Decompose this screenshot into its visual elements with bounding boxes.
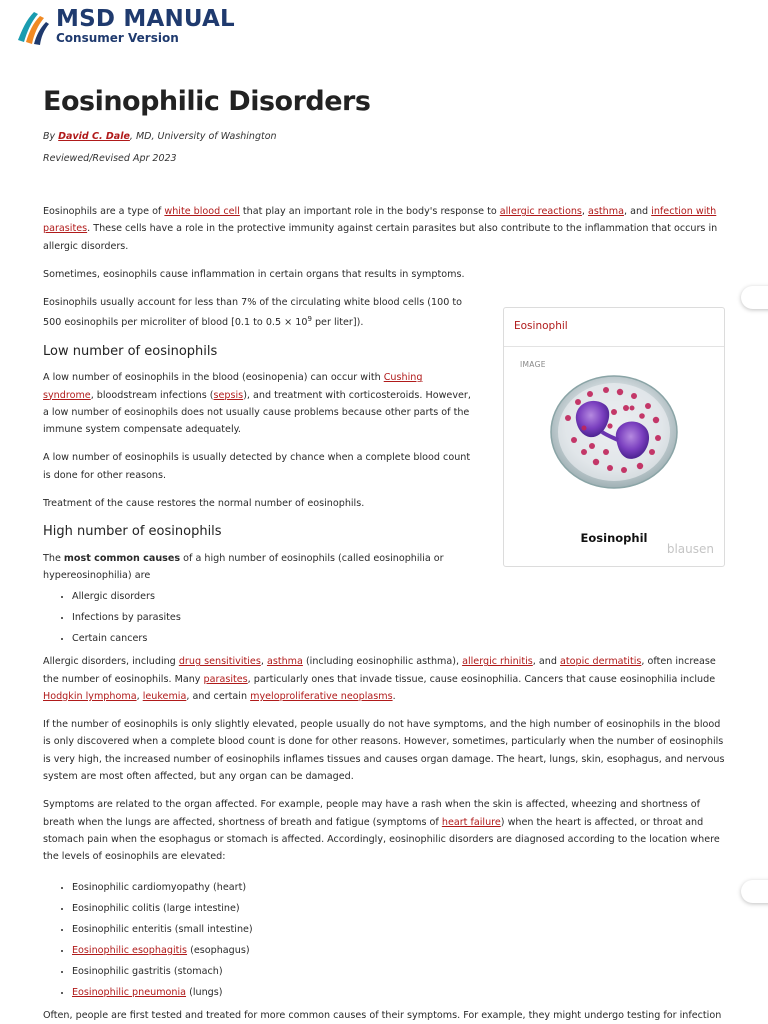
byline (43, 131, 277, 142)
link-asthma[interactable]: asthma (588, 206, 624, 217)
link-allergic-rhinitis[interactable]: allergic rhinitis (462, 656, 533, 668)
high-eosinophils-heading: High number of eosinophils (43, 524, 222, 540)
high-paragraph-5: Often, people are first tested and treated for more common causes of their symptoms. For example, they might undergo testing for infection (43, 1009, 722, 1021)
high-paragraph-4: Symptoms are related to the organ affected. For example, people may have a rash when the skin is affected, wheezing and shortness of breath when the lungs are affected, shortness of breath and fatigue (symptoms of heart failure) when the heart is affected, or throat and stomach pain when the esophagus or stomach is affected. Accordingly, eosinophilic disorders are diagnosed according to the location where the levels of eosinophils are elevated: (43, 799, 720, 863)
byline-prefix: By (43, 131, 56, 142)
list-item: • Eosinophilic pneumonia (lungs) (72, 982, 728, 1003)
link-cushing-syndrome[interactable]: Cushing syndrome (43, 372, 423, 401)
card-divider (504, 346, 724, 347)
reviewed-date: Reviewed/Revised Apr 2023 (43, 153, 177, 164)
blausen-watermark: blausen (666, 542, 714, 556)
causes-list (43, 586, 728, 649)
card-title: Eosinophil (514, 320, 568, 332)
eosinophil-image-card[interactable] (503, 307, 725, 567)
link-leukemia[interactable]: leukemia (142, 690, 187, 702)
high-paragraph-1: The most common causes of a high number of eosinophils (called eosinophilia or hypereosinophilia) are (43, 552, 444, 581)
card-tag: IMAGE (520, 360, 546, 369)
edge-toggle-tab[interactable] (741, 880, 768, 903)
list-item: • Allergic disorders (72, 586, 728, 607)
author-link[interactable]: David C. Dale (58, 131, 130, 142)
list-item: • Eosinophilic colitis (large intestine) (72, 898, 728, 919)
link-heart-failure[interactable]: heart failure (441, 816, 501, 828)
eosinophil-cell-image (544, 368, 684, 493)
logo-title: MSD MANUAL (56, 6, 235, 32)
intro-paragraph-1: Eosinophils are a type of white blood cell that play an important role in the body's response to allergic reactions, asthma, and infection with parasites. These cells have a role in the protective immunity against certain parasites but also contribute to the inflammation that occurs in allergic disorders. (43, 206, 718, 252)
link-drug-sensitivities[interactable]: drug sensitivities (178, 656, 261, 668)
list-item: • Eosinophilic gastritis (stomach) (72, 961, 728, 982)
high-paragraph-3: If the number of eosinophils is only slightly elevated, people usually do not have symptoms, and the high number of eosinophils in the blood is only discovered when a complete blood count is done for other reasons. However, sometimes, particularly when the number of eosinophils is very high, the increased number of eosinophils inflames tissues and causes organ damage. The heart, lungs, skin, esophagus, and nervous system are most often affected, but any organ can be damaged. (43, 719, 725, 783)
link-allergic-reactions[interactable]: allergic reactions (499, 206, 582, 217)
high-paragraph-2: Allergic disorders, including drug sensitivities, asthma (including eosinophilic asthma), allergic rhinitis, and atopic dermatitis, often increase the number of eosinophils. Many parasites, particularly ones that invade tissue, cause eosinophilia. Cancers that cause eosinophilia include Hodgkin lymphoma, leukemia, and certain myeloproliferative neoplasms. (43, 656, 716, 702)
link-eosinophilic-pneumonia[interactable]: Eosinophilic pneumonia (72, 986, 187, 998)
author-affiliation: , MD, University of Washington (129, 131, 277, 142)
low-paragraph-1: A low number of eosinophils in the blood (eosinopenia) can occur with Cushing syndrome, bloodstream infections (sepsis), and treatment with corticosteroids. However, a low number of eosinophils does not usually cause problems because other parts of the immune system compensate adequately. (43, 372, 471, 436)
intro-paragraph-2: Sometimes, eosinophils cause inflammation in certain organs that results in symptoms. (43, 268, 465, 280)
edge-toggle-tab[interactable] (741, 286, 768, 309)
link-hodgkin-lymphoma[interactable]: Hodgkin lymphoma (43, 690, 137, 702)
list-item: • Eosinophilic cardiomyopathy (heart) (72, 877, 728, 898)
msd-manual-logo[interactable] (14, 6, 235, 46)
link-myeloproliferative-neoplasms[interactable]: myeloproliferative neoplasms (250, 690, 393, 702)
link-asthma-2[interactable]: asthma (266, 656, 303, 668)
link-parasites[interactable]: parasites (203, 673, 248, 685)
logo-subtitle: Consumer Version (56, 31, 179, 45)
low-paragraph-3: Treatment of the cause restores the normal number of eosinophils. (43, 498, 365, 510)
disorders-list (43, 877, 728, 1003)
intro-paragraph-3: Eosinophils usually account for less than 7% of the circulating white blood cells (100 to 500 eosinophils per microliter of blood [0.1 to $0.5 \times 10^9$ per liter]). (43, 297, 462, 329)
msd-logo-icon (14, 6, 54, 46)
list-item: • Eosinophilic enteritis (small intestine) (72, 919, 728, 940)
list-item: • Certain cancers (72, 628, 728, 649)
page-title: Eosinophilic Disorders (43, 86, 371, 117)
link-atopic-dermatitis[interactable]: atopic dermatitis (559, 656, 642, 668)
link-infection-with-parasites[interactable]: infection with parasites (43, 206, 717, 235)
list-item: • Eosinophilic esophagitis (esophagus) (72, 940, 728, 961)
image-caption: Eosinophil (580, 531, 648, 545)
link-eosinophilic-esophagitis[interactable]: Eosinophilic esophagitis (72, 944, 188, 956)
list-item: • Infections by parasites (72, 607, 728, 628)
link-white-blood-cell[interactable]: white blood cell (164, 206, 240, 217)
low-eosinophils-heading: Low number of eosinophils (43, 343, 218, 359)
low-paragraph-2: A low number of eosinophils is usually detected by chance when a complete blood count is done for other reasons. (43, 452, 471, 481)
link-sepsis[interactable]: sepsis (213, 389, 244, 401)
